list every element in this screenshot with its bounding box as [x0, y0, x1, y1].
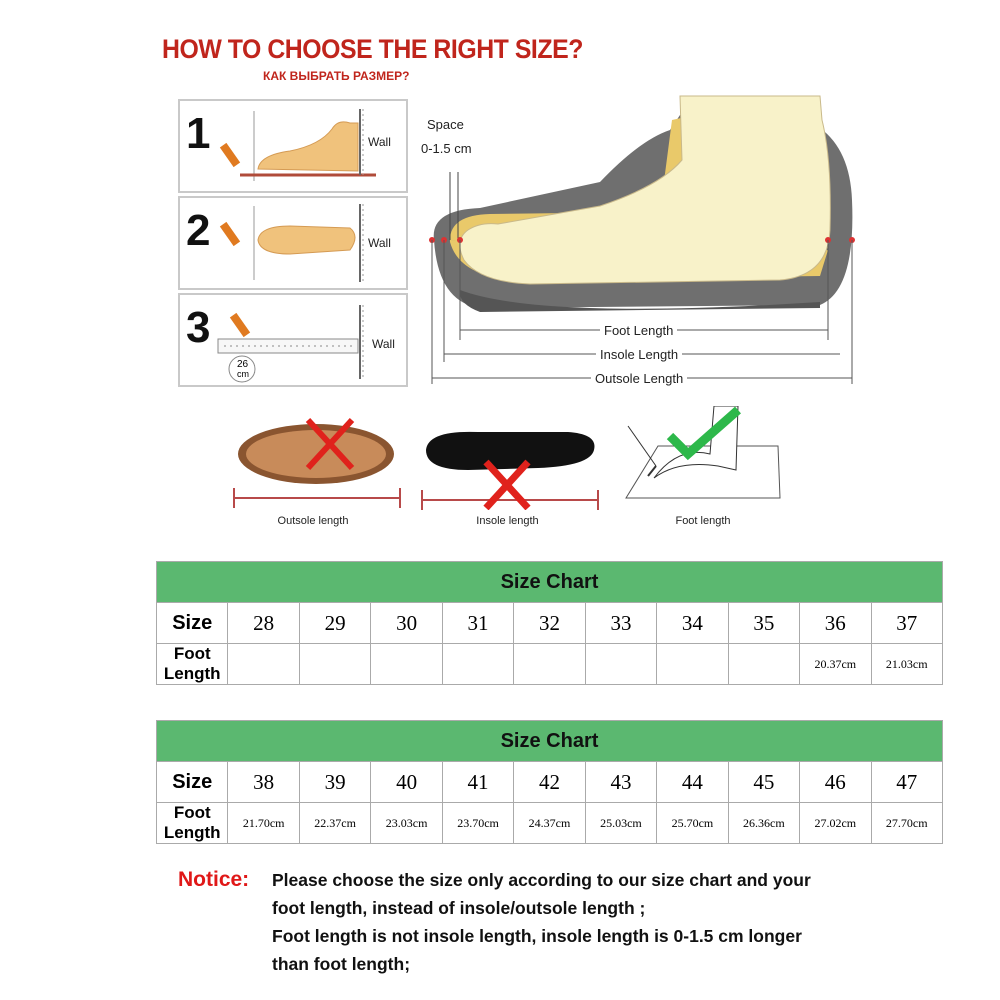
outsole-length-label: Outsole Length — [591, 371, 687, 386]
wall-label: Wall — [368, 236, 391, 250]
foot-length-row-label: Foot Length — [157, 803, 228, 844]
step-number: 3 — [186, 303, 211, 352]
size-cell: 44 — [657, 762, 728, 803]
size-cell: 34 — [657, 603, 728, 644]
ruler-unit: cm — [237, 369, 249, 379]
foot-length-row-label: Foot Length — [157, 644, 228, 685]
foot-length-cell — [585, 644, 656, 685]
size-chart-1 — [156, 561, 943, 685]
outsole-caption: Outsole length — [277, 515, 349, 527]
chart-title: Size Chart — [157, 721, 943, 762]
insole-caption: Insole length — [476, 515, 539, 527]
table-row — [157, 762, 943, 803]
size-row-label: Size — [157, 603, 228, 644]
foot-length-cell: 21.70cm — [228, 803, 299, 844]
step-2-panel — [178, 196, 408, 290]
size-cell: 40 — [371, 762, 442, 803]
foot-length-cell — [657, 644, 728, 685]
wall-label: Wall — [372, 337, 395, 351]
foot-length-cell: 27.70cm — [871, 803, 942, 844]
foot-length-cell — [442, 644, 513, 685]
table-row — [157, 803, 943, 844]
size-cell: 45 — [728, 762, 799, 803]
wall-label: Wall — [368, 135, 391, 149]
step-number: 2 — [186, 206, 211, 255]
size-cell: 43 — [585, 762, 656, 803]
size-cell: 33 — [585, 603, 656, 644]
space-label: Space — [427, 117, 464, 132]
foot-length-cell: 23.70cm — [442, 803, 513, 844]
step-3-panel — [178, 293, 408, 387]
size-cell: 42 — [514, 762, 585, 803]
foot-length-cell: 27.02cm — [800, 803, 871, 844]
foot-length-cell — [514, 644, 585, 685]
notice-line: Foot length is not insole length, insole length is 0-1.5 cm longer — [272, 926, 802, 946]
foot-length-cell: 25.70cm — [657, 803, 728, 844]
shoe-diagram — [420, 90, 870, 390]
notice-label: Notice: — [178, 868, 250, 891]
size-cell: 28 — [228, 603, 299, 644]
notice-line: than foot length; — [272, 954, 411, 974]
size-cell: 41 — [442, 762, 513, 803]
cross-icon — [486, 462, 528, 508]
page-subtitle: КАК ВЫБРАТЬ РАЗМЕР? — [263, 69, 410, 83]
foot-length-label: Foot Length — [600, 323, 677, 338]
foot-length-cell: 26.36cm — [728, 803, 799, 844]
foot-length-cell — [228, 644, 299, 685]
foot-length-cell: 22.37cm — [299, 803, 370, 844]
foot-length-cell — [728, 644, 799, 685]
table-row — [157, 644, 943, 685]
foot-length-cell: 21.03cm — [871, 644, 942, 685]
foot-length-cell: 25.03cm — [585, 803, 656, 844]
foot-thumbnail — [618, 406, 788, 506]
foot-length-cell — [371, 644, 442, 685]
outsole-thumbnail — [228, 412, 408, 512]
step-1-panel — [178, 99, 408, 193]
space-range: 0-1.5 cm — [421, 141, 472, 156]
insole-length-label: Insole Length — [596, 347, 682, 362]
size-cell: 31 — [442, 603, 513, 644]
size-row-label: Size — [157, 762, 228, 803]
size-cell: 35 — [728, 603, 799, 644]
size-cell: 36 — [800, 603, 871, 644]
table-row — [157, 603, 943, 644]
size-cell: 29 — [299, 603, 370, 644]
size-cell: 47 — [871, 762, 942, 803]
size-cell: 30 — [371, 603, 442, 644]
size-cell: 46 — [800, 762, 871, 803]
notice-line: Please choose the size only according to our size chart and your — [272, 870, 811, 890]
size-chart-2 — [156, 720, 943, 844]
size-cell: 38 — [228, 762, 299, 803]
notice-line: foot length, instead of insole/outsole length ; — [272, 898, 646, 918]
size-cell: 32 — [514, 603, 585, 644]
ruler-mark: 26 — [237, 359, 249, 370]
step-number: 1 — [186, 109, 211, 158]
foot-caption: Foot length — [675, 515, 731, 527]
insole-thumbnail — [418, 420, 603, 510]
foot-length-cell: 24.37cm — [514, 803, 585, 844]
foot-length-cell — [299, 644, 370, 685]
size-cell: 37 — [871, 603, 942, 644]
size-cell: 39 — [299, 762, 370, 803]
page-title: HOW TO CHOOSE THE RIGHT SIZE? — [162, 34, 583, 64]
foot-length-cell: 20.37cm — [800, 644, 871, 685]
chart-title: Size Chart — [157, 562, 943, 603]
foot-length-cell: 23.03cm — [371, 803, 442, 844]
